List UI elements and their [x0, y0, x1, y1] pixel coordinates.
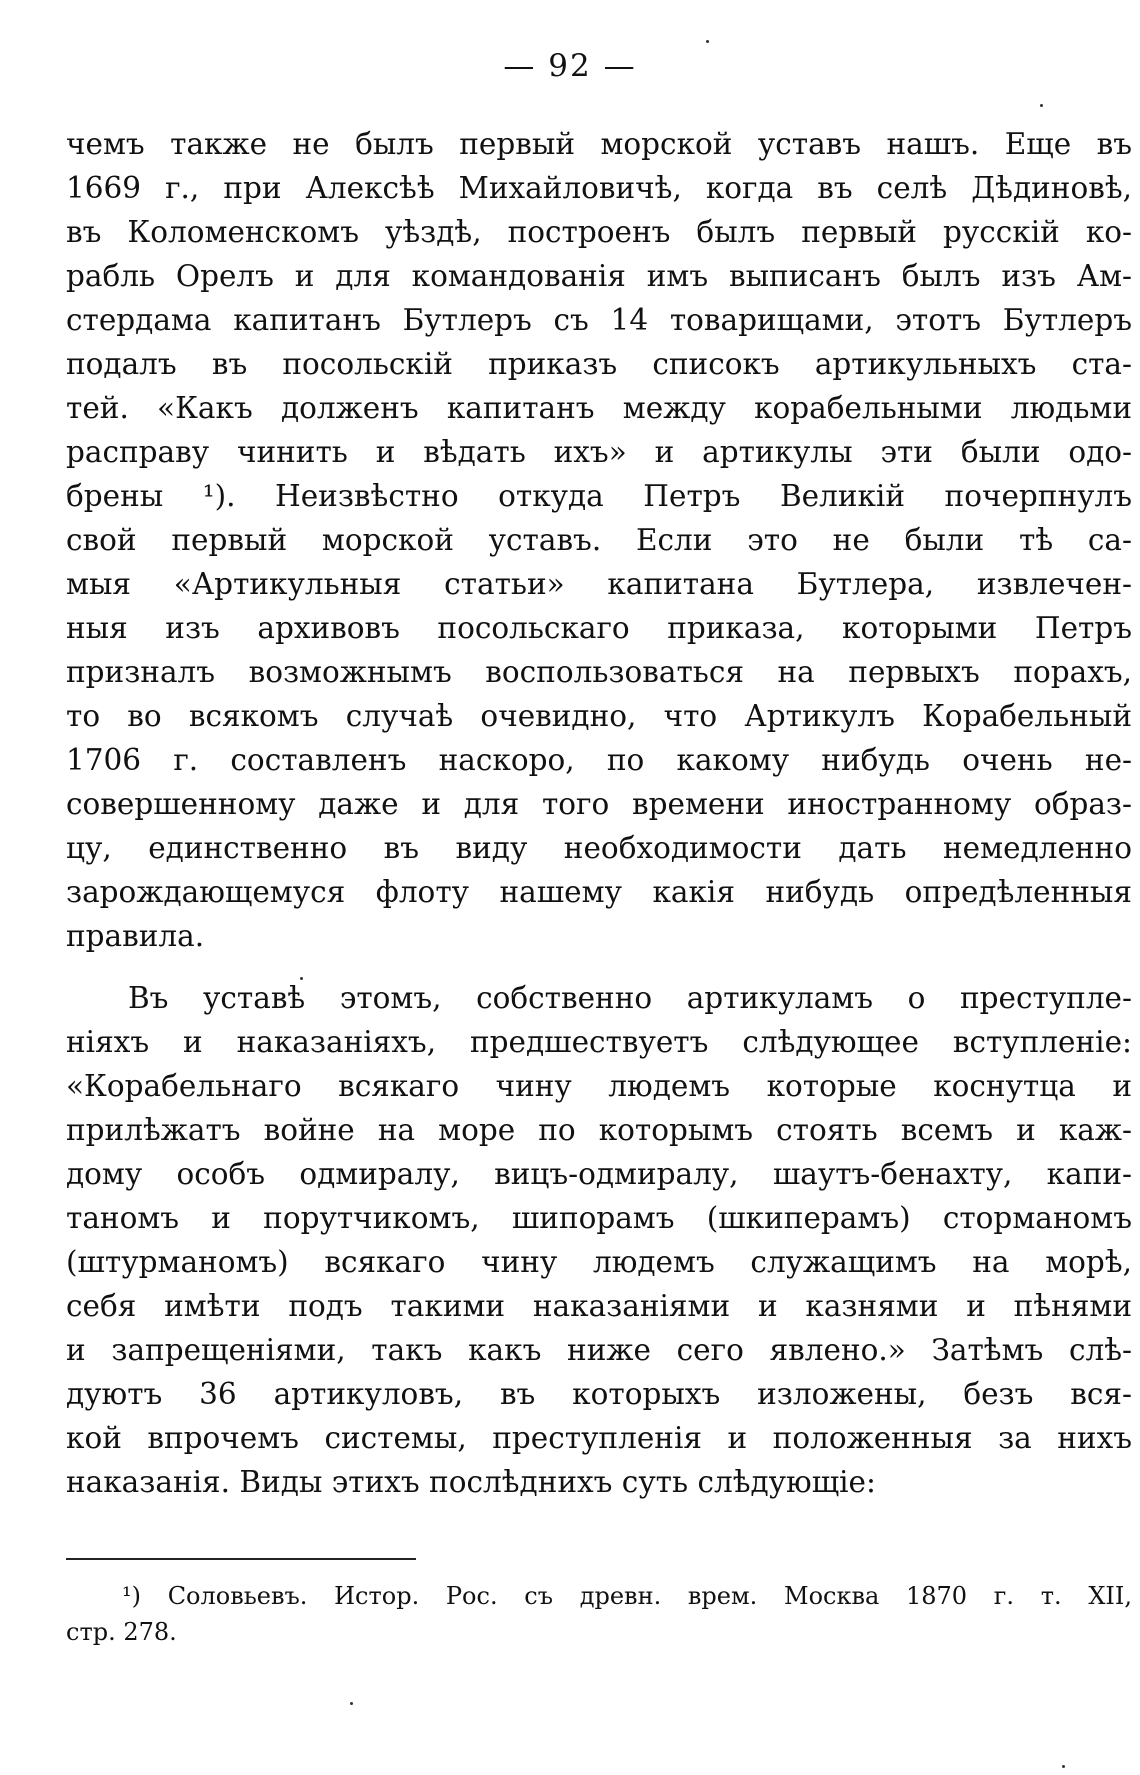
scan-speck — [1062, 1765, 1065, 1768]
text-line: мыя «Артикульныя статьи» капитана Бутлера, извлечен- — [66, 567, 1132, 601]
text-line: наказанія. Виды этихъ послѣднихъ суть слѣдующіе: — [66, 1465, 876, 1499]
text-line: подалъ въ посольскій приказъ списокъ артикульныхъ ста- — [66, 347, 1132, 381]
text-line: брены ¹). Неизвѣстно откуда Петръ Великій почерпнулъ — [66, 479, 1132, 513]
text-line: рабль Орелъ и для командованія имъ выписанъ былъ изъ Ам- — [66, 259, 1132, 293]
text-line: чемъ также не былъ первый морской уставъ нашъ. Еще въ — [66, 127, 1132, 161]
text-line: кой впрочемъ системы, преступленія и положенныя за нихъ — [66, 1421, 1132, 1455]
paragraph-2 — [66, 976, 1132, 1504]
page-number: — 92 — — [503, 48, 637, 84]
scan-speck — [1040, 104, 1043, 107]
text-line: ныя изъ архивовъ посольскаго приказа, которыми Петръ — [66, 611, 1132, 645]
text-line: правила. — [66, 919, 205, 953]
scan-speck — [300, 977, 303, 980]
paragraph-1 — [66, 122, 1132, 958]
text-line: (штурманомъ) всякаго чину людемъ служащимъ на морѣ, — [66, 1245, 1132, 1279]
body-text — [66, 122, 1132, 1504]
footnote — [66, 1578, 1132, 1650]
text-line: совершенному даже и для того времени иностранному образ- — [66, 787, 1132, 821]
text-line: свой первый морской уставъ. Если это не были тѣ са- — [66, 523, 1132, 557]
text-line: Въ уставѣ этомъ, собственно артикуламъ о преступле- — [128, 981, 1132, 1015]
text-line: себя имѣти подъ такими наказаніями и казнями и пѣнями — [66, 1289, 1132, 1323]
paragraph-spacer — [66, 958, 1132, 976]
text-line: и запрещеніями, такъ какъ ниже сего явлено.» Затѣмъ слѣ- — [66, 1333, 1132, 1367]
text-line: зарождающемуся флоту нашему какія нибудь опредѣленныя — [66, 875, 1132, 909]
scan-speck — [706, 40, 709, 43]
text-line: таномъ и порутчикомъ, шипорамъ (шкиперамъ) сторманомъ — [66, 1201, 1132, 1235]
text-line: «Корабельнаго всякаго чину людемъ которые коснутца и — [66, 1069, 1132, 1103]
text-line: 1669 г., при Алексѣѣ Михайловичѣ, когда въ селѣ Дѣдиновѣ, — [66, 171, 1132, 205]
scan-speck — [350, 1702, 353, 1705]
text-line: ніяхъ и наказаніяхъ, предшествуетъ слѣдующее вступленіе: — [66, 1025, 1132, 1059]
text-line: цу, единственно въ виду необходимости дать немедленно — [66, 831, 1132, 865]
text-line: дому особъ одмиралу, вицъ-одмиралу, шаутъ-бенахту, капи- — [66, 1157, 1132, 1191]
text-line: расправу чинить и вѣдать ихъ» и артикулы эти были одо- — [66, 435, 1132, 469]
text-line: прилѣжатъ войне на море по которымъ стоять всемъ и каж- — [66, 1113, 1132, 1147]
text-line: призналъ возможнымъ воспользоваться на первыхъ порахъ, — [66, 655, 1132, 689]
text-line: въ Коломенскомъ уѣздѣ, построенъ былъ первый русскій ко- — [66, 215, 1132, 249]
footnote-line: стр. 278. — [66, 1618, 177, 1646]
text-line: стердама капитанъ Бутлеръ съ 14 товарищами, этотъ Бутлеръ — [66, 303, 1132, 337]
text-line: 1706 г. составленъ наскоро, по какому нибудь очень не- — [66, 743, 1132, 777]
text-line: дуютъ 36 артикуловъ, въ которыхъ изложены, безъ вся- — [66, 1377, 1132, 1411]
text-line: то во всякомъ случаѣ очевидно, что Артикулъ Корабельный — [66, 699, 1132, 733]
text-line: тей. «Какъ долженъ капитанъ между корабельными людьми — [66, 391, 1132, 425]
footnote-line: ¹) Соловьевъ. Истор. Рос. съ древн. врем. Москва 1870 г. т. XII, — [122, 1582, 1132, 1610]
footnote-divider — [66, 1558, 416, 1560]
